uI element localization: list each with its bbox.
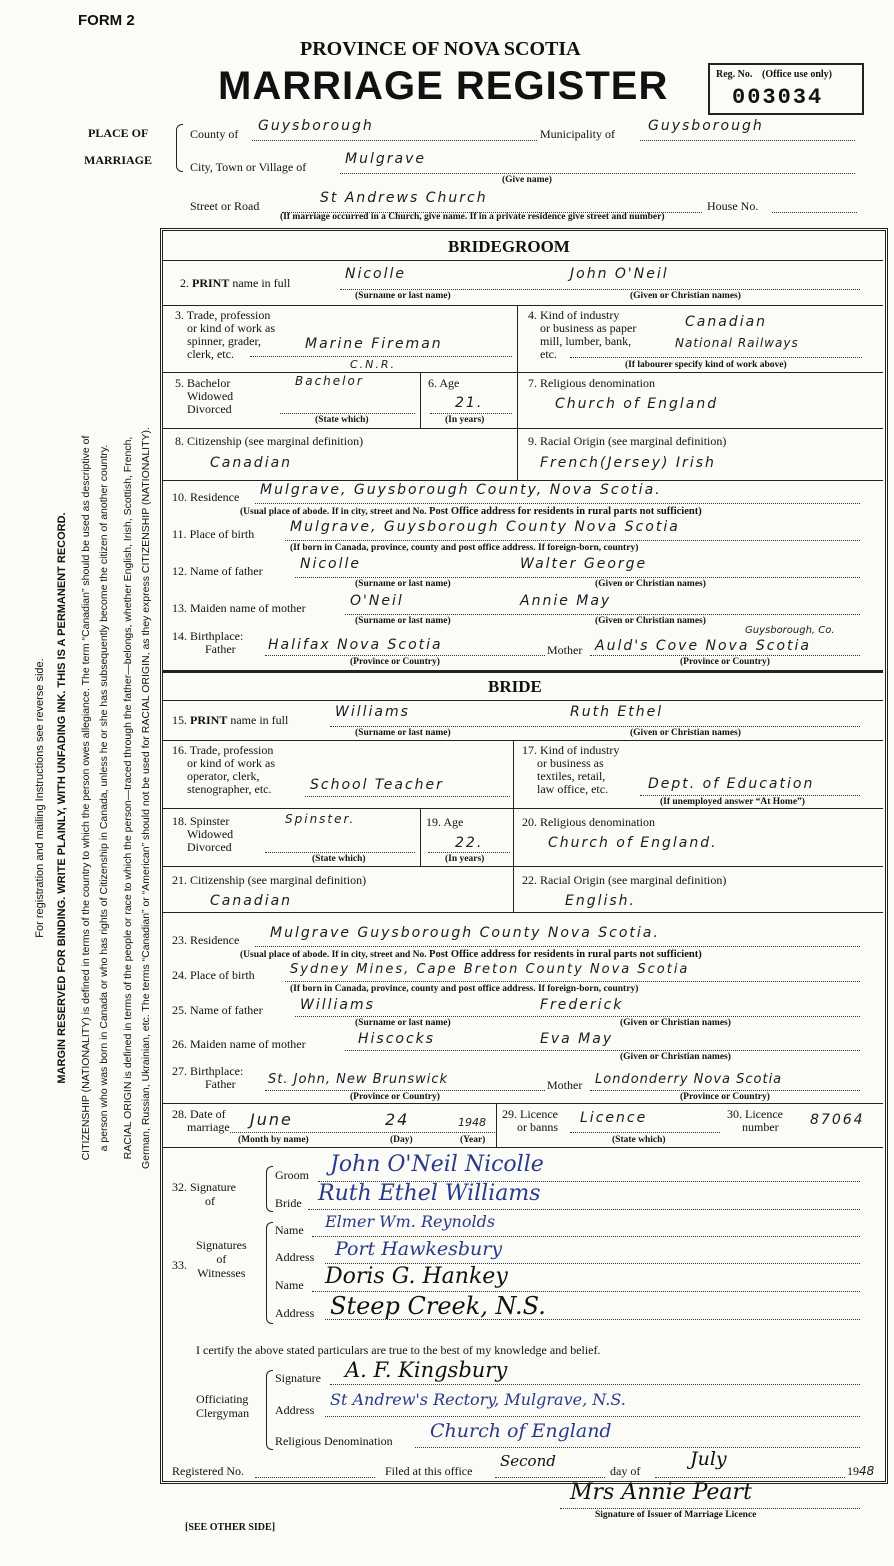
brace xyxy=(176,124,183,172)
witness1-name: Elmer Wm. Reynolds xyxy=(325,1212,496,1231)
filed-month: July xyxy=(690,1448,727,1470)
groom-birthplace-label: 11. Place of birth xyxy=(172,527,255,541)
groom-father-given: Walter George xyxy=(520,556,648,572)
bride-father-surname: Williams xyxy=(300,997,375,1013)
groom-racial: French(Jersey) Irish xyxy=(540,455,716,471)
bride-given: Ruth Ethel xyxy=(570,704,664,720)
issuer-signature: Mrs Annie Peart xyxy=(570,1480,752,1505)
witnesses-label: Signatures of Witnesses xyxy=(196,1238,247,1280)
brace xyxy=(266,1370,273,1450)
groom-sig-label: Groom xyxy=(275,1168,309,1182)
month-note: (Month by name) xyxy=(238,1135,309,1145)
county-label: County of xyxy=(190,127,239,141)
bride-father-given: Frederick xyxy=(540,997,624,1013)
groom-trade-label: 3. Trade, profession or kind of work as spinner, grader, clerk, etc. xyxy=(175,308,275,361)
state-which-note: (State which) xyxy=(312,854,366,864)
margin-citizenship-def-2: a person who was born in Canada or who has rights of Citizenship in Canada, unless he or she has subsequently become the citizen of another country. xyxy=(98,444,110,1152)
mother-label: Mother xyxy=(547,1078,583,1092)
witness1-name-label: Name xyxy=(275,1223,304,1237)
groom-surname: Nicolle xyxy=(345,266,407,282)
residence-note: (Usual place of abode. If in city, street and No. Post Office address for residents in rural parts not sufficient) xyxy=(240,506,702,517)
marriage-date-label: 28. Date of marriage xyxy=(172,1107,230,1134)
issuer-label: Signature of Issuer of Marriage Licence xyxy=(595,1510,757,1520)
given-note: (Given or Christian names) xyxy=(630,728,741,738)
certify-statement: I certify the above stated particulars are true to the best of my knowledge and belief. xyxy=(196,1343,601,1357)
state-which-note: (State which) xyxy=(315,415,369,425)
reg-no-label: Reg. No. xyxy=(716,69,753,80)
groom-age-label: 6. Age xyxy=(428,376,460,390)
prov-country-note: (Province or Country) xyxy=(350,657,440,667)
bride-trade-label: 16. Trade, profession or kind of work as operator, clerk, stenographer, etc. xyxy=(172,743,275,796)
given-note: (Given or Christian names) xyxy=(595,616,706,626)
bride-residence: Mulgrave Guysborough County Nova Scotia. xyxy=(270,925,660,941)
given-note: (Given or Christian names) xyxy=(620,1052,731,1062)
bride-mother-label: 26. Maiden name of mother xyxy=(172,1037,306,1051)
licence-number: 87064 xyxy=(810,1112,865,1128)
bride-religion-label: 20. Religious denomination xyxy=(522,815,655,829)
bride-status: Spinster. xyxy=(285,812,356,826)
in-years-note: (In years) xyxy=(445,854,485,864)
groom-mother-surname: O'Neil xyxy=(350,593,404,609)
surname-note: (Surname or last name) xyxy=(355,616,451,626)
groom-given: John O'Neil xyxy=(570,266,669,282)
day-of-label: day of xyxy=(610,1464,641,1478)
street-value: St Andrews Church xyxy=(320,190,488,206)
groom-birthplace-parents-label: 14. Birthplace: Father xyxy=(172,629,244,656)
registered-no-label: Registered No. xyxy=(172,1464,244,1478)
licence-type: Licence xyxy=(580,1110,648,1126)
bride-age: 22. xyxy=(455,835,484,851)
bride-birthplace-parents-label: 27. Birthplace: Father xyxy=(172,1064,244,1091)
groom-trade: Marine Fireman xyxy=(305,336,443,352)
given-note: (Given or Christian names) xyxy=(620,1018,731,1028)
witness2-name-label: Name xyxy=(275,1278,304,1292)
groom-birthplace: Mulgrave, Guysborough County Nova Scotia xyxy=(290,519,680,535)
witness1-address-label: Address xyxy=(275,1250,315,1264)
reg-no-box xyxy=(708,63,864,115)
filed-day: Second xyxy=(500,1452,556,1470)
bride-mother-birthplace: Londonderry Nova Scotia xyxy=(595,1072,783,1087)
licence-number-label: 30. Licence number xyxy=(727,1107,783,1134)
margin-racial-def-2: German, Russian, Ukrainian, etc. The terms “Canadian” or “American” should not be used for RACIAL ORIGIN, as they express CITIZENSHIP (NATIONALITY). xyxy=(140,427,152,1169)
groom-industry-label: 4. Kind of industry or business as paper mill, lumber, bank, etc. xyxy=(528,308,637,361)
filed-year: 1948 xyxy=(847,1464,875,1478)
groom-father-surname: Nicolle xyxy=(300,556,362,572)
groom-trade-employer: C.N.R. xyxy=(350,358,397,371)
place-label: PLACE OF xyxy=(88,126,149,140)
city-value: Mulgrave xyxy=(345,151,426,167)
groom-father-label: 12. Name of father xyxy=(172,564,263,578)
groom-religion-label: 7. Religious denomination xyxy=(528,376,655,390)
surname-note: (Surname or last name) xyxy=(355,728,451,738)
clergy-denomination: Church of England xyxy=(430,1420,612,1442)
bride-father-label: 25. Name of father xyxy=(172,1003,263,1017)
margin-binding-note: MARGIN RESERVED FOR BINDING. WRITE PLAINLY, WITH UNFADING INK. THIS IS A PERMANENT RECORD. xyxy=(56,512,68,1084)
bride-citizenship: Canadian xyxy=(210,893,293,909)
groom-mother-given: Annie May xyxy=(520,593,612,609)
groom-citizenship-label: 8. Citizenship (see marginal definition) xyxy=(175,434,364,448)
groom-industry: Canadian xyxy=(685,314,768,330)
prov-country-note: (Province or Country) xyxy=(680,1092,770,1102)
clergy-address-label: Address xyxy=(275,1403,315,1417)
margin-racial-def: RACIAL ORIGIN is defined in terms of the people or race to which the person—traced through the father—belongs, whether English, Irish, Scottish, French, xyxy=(122,436,134,1160)
bride-heading: BRIDE xyxy=(488,677,542,696)
bride-industry-label: 17. Kind of industry or business as textiles, retail, law office, etc. xyxy=(522,743,620,796)
bride-birthplace-label: 24. Place of birth xyxy=(172,968,255,982)
groom-mother-label: 13. Maiden name of mother xyxy=(172,601,306,615)
bride-mother-surname: Hiscocks xyxy=(358,1031,436,1047)
reg-no-value: 003034 xyxy=(732,85,824,110)
give-name-note: (Give name) xyxy=(502,175,552,185)
clergy-denomination-label: Religious Denomination xyxy=(275,1434,393,1448)
given-note: (Given or Christian names) xyxy=(595,579,706,589)
groom-religion: Church of England xyxy=(555,396,719,412)
brace xyxy=(266,1222,273,1324)
groom-heading: BRIDEGROOM xyxy=(448,237,570,256)
bride-racial: English. xyxy=(565,893,637,909)
licence-label: 29. Licence or banns xyxy=(502,1107,558,1134)
bride-racial-label: 22. Racial Origin (see marginal definition) xyxy=(522,873,727,887)
bride-sig-label: Bride xyxy=(275,1196,302,1210)
marriage-day: 24 xyxy=(385,1110,410,1129)
bride-father-birthplace: St. John, New Brunswick xyxy=(268,1072,449,1087)
street-note: (If marriage occurred in a Church, give name. If in a private residence give street and number) xyxy=(280,212,665,222)
surname-note: (Surname or last name) xyxy=(355,579,451,589)
brace xyxy=(266,1166,273,1212)
witness2-address-label: Address xyxy=(275,1306,315,1320)
groom-father-birthplace: Halifax Nova Scotia xyxy=(268,637,443,653)
witness2-address: Steep Creek, N.S. xyxy=(330,1292,546,1320)
province-heading: PROVINCE OF NOVA SCOTIA xyxy=(300,38,581,60)
state-which-note: (State which) xyxy=(612,1135,666,1145)
groom-mother-birthplace-county: Guysborough, Co. xyxy=(745,625,835,636)
witness1-address: Port Hawkesbury xyxy=(335,1238,503,1260)
page-title: MARRIAGE REGISTER xyxy=(218,64,669,108)
witness2-name: Doris G. Hankey xyxy=(325,1264,508,1289)
margin-citizenship-def: CITIZENSHIP (NATIONALITY) is defined in terms of the country to which the person owes allegiance. The term “Canadian” should be used as descriptive of xyxy=(80,435,92,1161)
see-other-side: [SEE OTHER SIDE] xyxy=(185,1522,276,1533)
bride-industry: Dept. of Education xyxy=(648,776,815,792)
groom-racial-label: 9. Racial Origin (see marginal definition) xyxy=(528,434,727,448)
filed-label: Filed at this office xyxy=(385,1464,473,1478)
prov-country-note: (Province or Country) xyxy=(680,657,770,667)
day-note: (Day) xyxy=(390,1135,413,1145)
bride-birthplace: Sydney Mines, Cape Breton County Nova Scotia xyxy=(290,962,690,977)
in-years-note: (In years) xyxy=(445,415,485,425)
residence-note: (Usual place of abode. If in city, street and No. Post Office address for residents in rural parts not sufficient) xyxy=(240,949,702,960)
item-33: 33. xyxy=(172,1258,187,1272)
marriage-month: June xyxy=(250,1110,293,1129)
groom-residence-label: 10. Residence xyxy=(172,490,240,504)
bride-industry-note: (If unemployed answer “At Home”) xyxy=(660,797,805,807)
groom-citizenship: Canadian xyxy=(210,455,293,471)
marriage-year: 1948 xyxy=(458,1116,486,1129)
bride-signature: Ruth Ethel Williams xyxy=(318,1181,541,1206)
bride-citizenship-label: 21. Citizenship (see marginal definition) xyxy=(172,873,367,887)
reg-no-note: (Office use only) xyxy=(762,69,832,80)
groom-status-label: 5. Bachelor Widowed Divorced xyxy=(175,376,234,416)
county-value: Guysborough xyxy=(258,118,374,134)
street-label: Street or Road xyxy=(190,199,260,213)
house-label: House No. xyxy=(707,199,759,213)
surname-note: (Surname or last name) xyxy=(355,291,451,301)
officiating-clergyman-label: Officiating Clergyman xyxy=(196,1392,250,1420)
mother-label: Mother xyxy=(547,643,583,657)
bride-name-label: 15. PRINT name in full xyxy=(172,713,289,727)
city-label: City, Town or Village of xyxy=(190,160,307,174)
groom-name-label: 2. PRINT name in full xyxy=(180,276,291,290)
birth-note: (If born in Canada, province, county and post office address. If foreign-born, country) xyxy=(290,543,639,553)
clergy-signature-label: Signature xyxy=(275,1371,321,1385)
groom-signature: John O'Neil Nicolle xyxy=(330,1152,544,1177)
bride-status-label: 18. Spinster Widowed Divorced xyxy=(172,814,234,854)
prov-country-note: (Province or Country) xyxy=(350,1092,440,1102)
clergy-signature: A. F. Kingsbury xyxy=(345,1358,508,1382)
year-note: (Year) xyxy=(460,1135,486,1145)
groom-residence: Mulgrave, Guysborough County, Nova Scotia. xyxy=(260,482,662,498)
margin-instructions: For registration and mailing Instructions see reverse side. xyxy=(34,658,46,938)
birth-note: (If born in Canada, province, county and post office address. If foreign-born, country) xyxy=(290,984,639,994)
groom-status: Bachelor xyxy=(295,374,364,388)
clergy-address: St Andrew's Rectory, Mulgrave, N.S. xyxy=(330,1390,626,1409)
surname-note: (Surname or last name) xyxy=(355,1018,451,1028)
marriage-label: MARRIAGE xyxy=(84,153,152,167)
groom-mother-birthplace: Auld's Cove Nova Scotia xyxy=(595,638,811,654)
form-number: FORM 2 xyxy=(78,12,135,29)
signature-of-label: 32. Signature of xyxy=(172,1180,236,1208)
given-note: (Given or Christian names) xyxy=(630,291,741,301)
bride-mother-given: Eva May xyxy=(540,1031,614,1047)
groom-industry-note: (If labourer specify kind of work above) xyxy=(625,360,787,370)
groom-age: 21. xyxy=(455,395,484,411)
groom-industry-2: National Railways xyxy=(675,336,799,350)
bride-age-label: 19. Age xyxy=(426,815,464,829)
bride-trade: School Teacher xyxy=(310,777,444,793)
bride-surname: Williams xyxy=(335,704,410,720)
municipality-value: Guysborough xyxy=(648,118,764,134)
municipality-label: Municipality of xyxy=(540,127,615,141)
bride-religion: Church of England. xyxy=(548,835,718,851)
bride-residence-label: 23. Residence xyxy=(172,933,240,947)
